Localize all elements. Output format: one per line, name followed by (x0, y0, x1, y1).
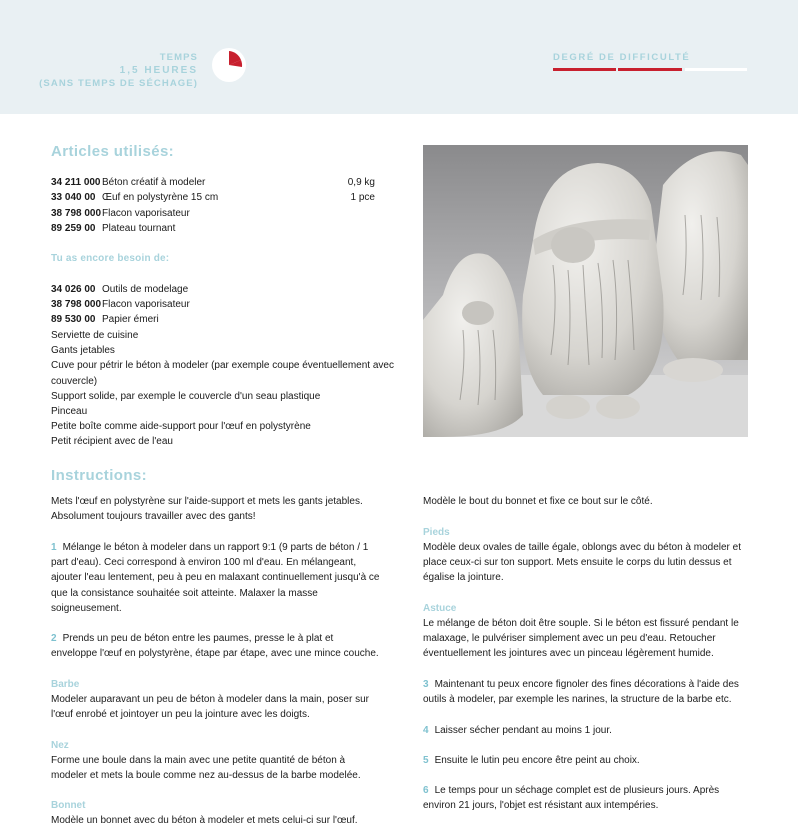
needs-extra-item: Cuve pour pétrir le béton à modeler (par exemple coupe éventuellement avec (51, 360, 394, 372)
step-text: Prends un peu de béton entre les paumes, presse le à plat et enveloppe l'œuf en polystyrène, étape par étape, avec une mince couche. (51, 633, 379, 660)
article-qty: 0,9 kg (347, 177, 375, 188)
needs-row (51, 312, 391, 327)
needs-num: 89 530 00 (51, 314, 96, 326)
article-row (51, 221, 375, 236)
time-label: TEMPS (159, 52, 198, 63)
nez-section (51, 738, 381, 783)
difficulty-segment (685, 68, 747, 71)
article-name: Œuf en polystyrène 15 cm (102, 192, 219, 204)
article-num: 34 211 000 (51, 177, 101, 188)
barbe-section (51, 677, 381, 722)
bonnet-text: Modèle un bonnet avec du béton à modeler et mets celui-ci sur l'œuf. (51, 815, 358, 826)
barbe-label: Barbe (51, 679, 80, 690)
articles-title: Articles utilisés: (51, 143, 175, 160)
step-number: 5 (423, 755, 429, 766)
step-number: 1 (51, 542, 57, 553)
gnome-photo-illustration (423, 145, 748, 437)
article-name: Béton créatif à modeler (102, 177, 206, 188)
step-1 (51, 540, 381, 616)
pieds-section (423, 525, 753, 586)
step-text: Ensuite le lutin peu encore être peint au choix. (434, 755, 640, 766)
needs-name: Papier émeri (102, 314, 159, 326)
step-6 (423, 783, 753, 813)
article-row (51, 175, 375, 190)
needs-extra-item: Petite boîte comme aide-support pour l'œuf en polystyrène (51, 421, 311, 433)
needs-num: 38 798 000 (51, 299, 102, 311)
article-name: Plateau tournant (102, 223, 176, 235)
instructions-intro (51, 494, 381, 524)
header-band (0, 0, 798, 114)
astuce-label: Astuce (423, 603, 457, 614)
astuce-section (423, 601, 753, 662)
bonnet-continued (423, 494, 753, 509)
step-number: 2 (51, 633, 57, 644)
step-4 (423, 723, 753, 738)
needs-title: Tu as encore besoin de: (51, 253, 170, 264)
needs-extra-item: Petit récipient avec de l'eau (51, 436, 173, 448)
nez-text: Forme une boule dans la main avec une petite quantité de béton à modeler et mets la boule comme nez au-dessus de la barbe modelée. (51, 755, 361, 782)
step-5 (423, 753, 753, 768)
needs-num: 34 026 00 (51, 284, 96, 295)
difficulty-segment (618, 68, 682, 71)
intro-text: Mets l'œuf en polystyrène sur l'aide-support et mets les gants jetables. Absolument toujours travailler avec des gants! (51, 496, 363, 523)
clock-icon (212, 48, 246, 82)
needs-row (51, 297, 391, 312)
pieds-text: Modèle deux ovales de taille égale, oblongs avec du béton à modeler et place ceux-ci sur ton support. Mets ensuite le corps du lutin dessus et égalise la jointure. (423, 542, 741, 584)
gnome-photo (423, 145, 748, 437)
article-qty: 1 pce (350, 192, 375, 204)
step-text: Le temps pour un séchage complet est de plusieurs jours. Après environ 21 jours, l'objet est résistant aux intempéries. (423, 785, 720, 812)
needs-extra-item: couvercle) (51, 375, 98, 387)
time-info (39, 51, 198, 90)
barbe-text: Modeler auparavant un peu de béton à modeler dans la main, poser sur l'œuf enrobé et jointoyer un peu la jointure avec les doigts. (51, 694, 369, 721)
needs-extra-item: Pinceau (51, 406, 88, 417)
needs-extra-item: Serviette de cuisine (51, 330, 139, 341)
needs-name: Outils de modelage (102, 284, 189, 295)
needs-extra-item: Support solide, par exemple le couvercle d'un seau plastique (51, 390, 321, 402)
step-text: Laisser sécher pendant au moins 1 jour. (434, 725, 612, 736)
needs-row (51, 282, 391, 297)
astuce-text: Le mélange de béton doit être souple. Si le béton est fissuré pendant le malaxage, le pulvériser simplement avec un peu d'eau. Retoucher éventuellement les jointures avec un pinceau légèrement humide. (423, 618, 739, 660)
bonnet-continued-text: Modèle le bout du bonnet et fixe ce bout sur le côté. (423, 496, 653, 507)
pieds-label: Pieds (423, 527, 450, 538)
bonnet-section (51, 798, 381, 828)
step-number: 6 (423, 785, 429, 796)
step-number: 3 (423, 679, 429, 690)
article-row (51, 206, 375, 221)
article-num: 33 040 00 (51, 192, 96, 204)
step-text: Mélange le béton à modeler dans un rapport 9:1 (9 parts de béton / 1 part d'eau). Ceci correspond à environ 100 ml d'eau. En mélangeant, ajouter l'eau lentement, peu à peu en malaxant continuellement jusqu'à ce que la consistance souhaitée soit atteinte. Malaxer la masse soigneusement. (51, 542, 380, 614)
needs-name: Flacon vaporisateur (102, 299, 190, 311)
article-num: 38 798 000 (51, 207, 102, 219)
difficulty-segment (553, 68, 616, 71)
needs-extra-item: Gants jetables (51, 345, 115, 357)
bonnet-label: Bonnet (51, 800, 86, 811)
article-row (51, 190, 375, 205)
step-number: 4 (423, 725, 429, 736)
time-note: (SANS TEMPS DE SÉCHAGE) (39, 78, 198, 89)
step-3 (423, 677, 753, 707)
nez-label: Nez (51, 740, 69, 751)
step-text: Maintenant tu peux encore fignoler des fines décorations à l'aide des outils à modeler, par exemple les narines, la structure de la barbe etc. (423, 679, 739, 706)
instructions-title: Instructions: (51, 467, 148, 484)
article-name: Flacon vaporisateur (102, 207, 190, 219)
time-value: 1,5 HEURES (119, 65, 198, 76)
step-2 (51, 631, 381, 661)
article-num: 89 259 00 (51, 223, 96, 235)
difficulty-label: DEGRÉ DE DIFFICULTÉ (553, 52, 691, 63)
